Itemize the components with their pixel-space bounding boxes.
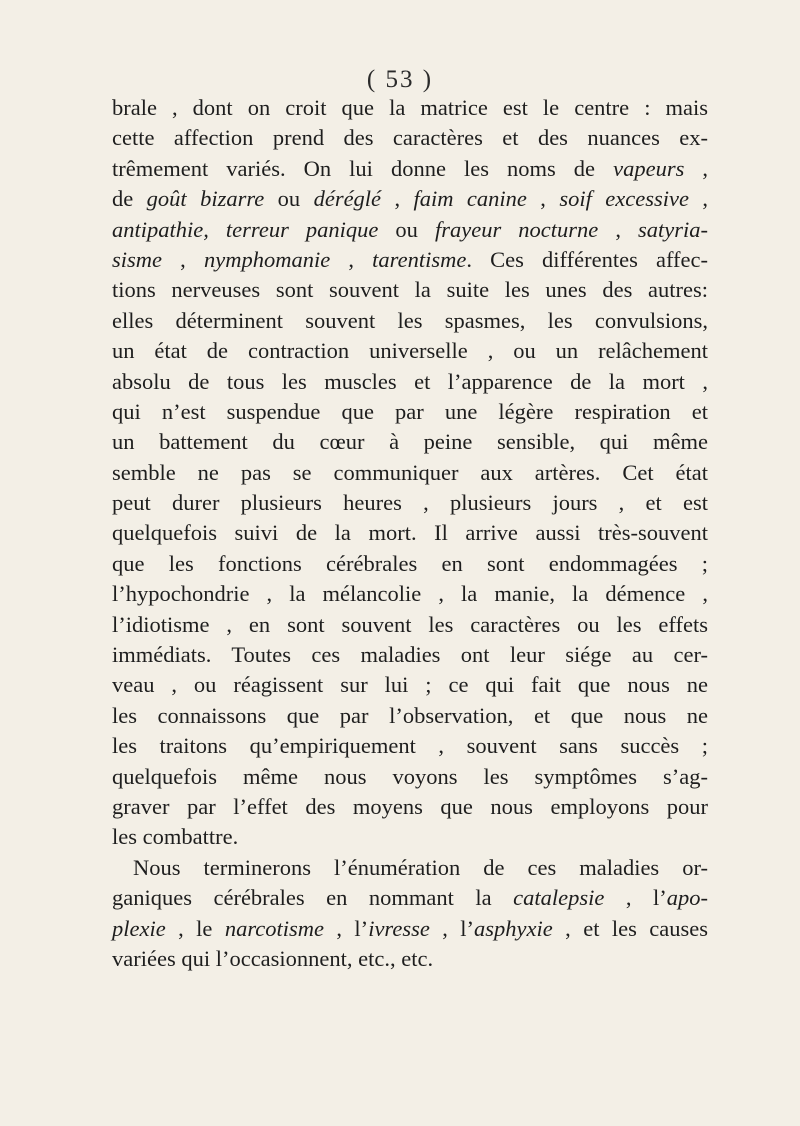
text-run: , <box>162 246 204 272</box>
text-run: l’hypochondrie , la mélancolie , la manie, la démence , <box>112 581 708 607</box>
text-run: absolu de tous les muscles et l’apparence de la mort , <box>112 368 708 394</box>
italic-term: asphyxie <box>474 915 553 941</box>
text-run: , l’ <box>429 915 475 941</box>
italic-term: ivresse <box>368 915 430 941</box>
text-run: quelquefois suivi de la mort. Il arrive aussi très-souvent <box>112 520 708 546</box>
text-line <box>112 367 708 397</box>
text-run: , <box>684 155 709 181</box>
italic-term: plexie <box>112 915 166 941</box>
text-run: ganiques cérébrales en nommant la <box>112 885 514 911</box>
text-run: ou <box>264 186 314 212</box>
text-line <box>112 93 708 123</box>
text-run: , le <box>165 915 225 941</box>
text-run: un état de contraction universelle , ou un relâchement <box>112 338 708 364</box>
italic-term: nymphomanie <box>203 246 331 272</box>
italic-term: vapeurs <box>613 155 685 181</box>
italic-term: narcotisme <box>224 915 324 941</box>
text-line <box>112 670 708 700</box>
text-run: , l’ <box>323 915 369 941</box>
italic-term: déréglé <box>313 186 382 212</box>
text-line <box>112 914 708 944</box>
text-line <box>112 731 708 761</box>
italic-term: tarentisme <box>372 246 467 272</box>
italic-term: apo- <box>666 885 708 911</box>
text-run: de <box>112 186 147 212</box>
text-line <box>112 154 708 184</box>
text-line <box>112 184 708 214</box>
text-run: les traitons qu’empiriquement , souvent sans succès ; <box>112 733 708 759</box>
text-run: trêmement variés. On lui donne les noms de <box>112 155 614 181</box>
italic-term: catalepsie <box>513 885 605 911</box>
text-run: , <box>526 186 560 212</box>
text-line <box>112 762 708 792</box>
text-run: , <box>598 216 639 242</box>
text-line <box>112 336 708 366</box>
text-line <box>112 579 708 609</box>
text-line <box>112 397 708 427</box>
italic-term: antipathie, terreur panique <box>112 216 379 242</box>
text-run: veau , ou réagissent sur lui ; ce qui fait que nous ne <box>112 672 708 698</box>
text-line <box>112 306 708 336</box>
italic-term: frayeur nocturne <box>435 216 599 242</box>
text-line <box>112 549 708 579</box>
text-run: semble ne pas se communiquer aux artères. Cet état <box>112 459 708 485</box>
text-run: , <box>330 246 373 272</box>
text-run: graver par l’effet des moyens que nous employons pour <box>112 793 708 819</box>
text-line <box>112 640 708 670</box>
text-run: , <box>381 186 414 212</box>
text-line <box>112 275 708 305</box>
text-run: les combattre. <box>112 824 239 850</box>
page-number: ( 53 ) <box>366 66 434 93</box>
text-line <box>112 245 708 275</box>
text-run: brale , dont on croit que la matrice est le centre : mais <box>112 95 708 120</box>
text-run: que les fonctions cérébrales en sont endommagées ; <box>112 550 708 576</box>
text-line <box>112 518 708 548</box>
text-run: ou <box>378 216 435 242</box>
text-run: les connaissons que par l’observation, et que nous ne <box>112 702 708 728</box>
text-line <box>112 610 708 640</box>
text-run: elles déterminent souvent les spasmes, les convulsions, <box>112 307 708 333</box>
italic-term: satyria- <box>638 216 709 242</box>
text-line <box>112 944 708 974</box>
text-line <box>112 123 708 153</box>
text-run: peut durer plusieurs heures , plusieurs jours , et est <box>112 490 708 516</box>
text-run: Nous terminerons l’énumération de ces maladies or- <box>133 854 708 880</box>
text-line <box>112 427 708 457</box>
text-run: cette affection prend des caractères et des nuances ex- <box>112 125 708 151</box>
text-line <box>112 792 708 822</box>
body-text <box>112 93 708 974</box>
italic-term: goût bizarre <box>146 186 265 212</box>
text-line <box>112 883 708 913</box>
italic-term: sisme <box>112 246 162 272</box>
text-line <box>112 488 708 518</box>
text-run: l’idiotisme , en sont souvent les caractères ou les effets <box>112 611 708 637</box>
text-line <box>112 701 708 731</box>
text-run: quelquefois même nous voyons les symptômes s’ag- <box>112 763 708 789</box>
text-run: un battement du cœur à peine sensible, qui même <box>112 429 708 455</box>
text-run: qui n’est suspendue que par une légère respiration et <box>112 398 708 424</box>
text-line <box>112 853 708 883</box>
italic-term: faim canine <box>413 186 527 212</box>
text-line <box>112 215 708 245</box>
text-line <box>112 458 708 488</box>
text-run: , l’ <box>604 885 667 911</box>
italic-term: soif excessive <box>559 186 689 212</box>
text-run: , et les causes <box>552 915 708 941</box>
text-run: variées qui l’occasionnent, etc., etc. <box>112 945 434 971</box>
text-run: , <box>688 186 708 212</box>
text-run: immédiats. Toutes ces maladies ont leur siége au cer- <box>112 642 708 668</box>
text-run: tions nerveuses sont souvent la suite les unes des autres: <box>112 277 708 303</box>
text-line <box>112 822 708 852</box>
text-run: . Ces différentes affec- <box>466 246 709 272</box>
